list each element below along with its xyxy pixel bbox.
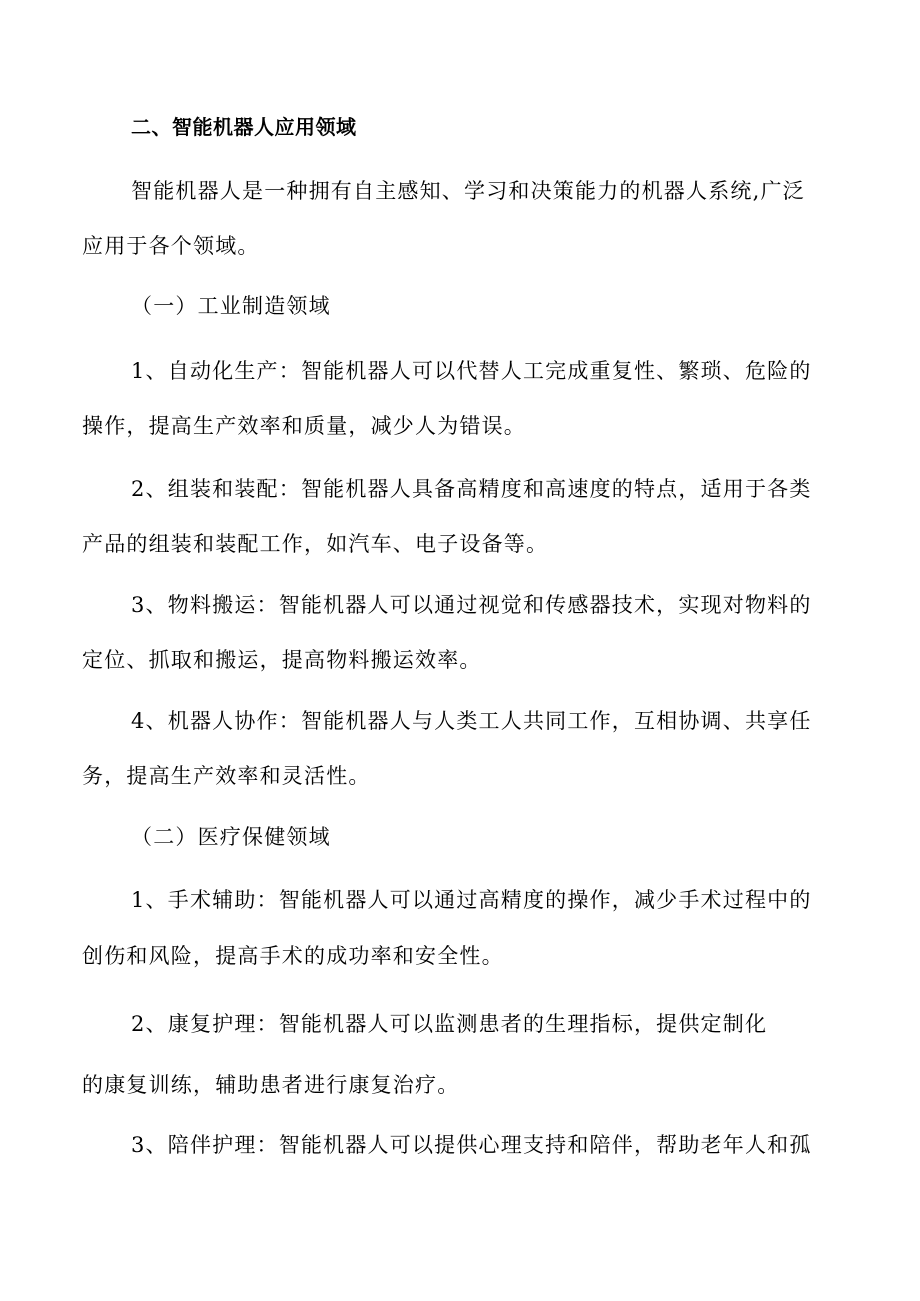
intro-line-1: 智能机器人是一种拥有自主感知、学习和决策能力的机器人系统,广泛 xyxy=(131,179,805,203)
intro-line-2: 应用于各个领域。 xyxy=(82,234,260,258)
medical-item-1-line-2: 创伤和风险，提高手术的成功率和安全性。 xyxy=(82,944,504,968)
medical-item-2-line-2: 的康复训练，辅助患者进行康复治疗。 xyxy=(82,1073,460,1097)
subsection-title-medical: （二）医疗保健领域 xyxy=(131,825,331,849)
industrial-item-2-line-2: 产品的组装和装配工作，如汽车、电子设备等。 xyxy=(82,532,549,556)
industrial-item-4-line-2: 务，提高生产效率和灵活性。 xyxy=(82,764,371,788)
medical-item-1-line-1: 1、手术辅助：智能机器人可以通过高精度的操作，减少手术过程中的 xyxy=(131,888,812,912)
industrial-item-1-line-2: 操作，提高生产效率和质量，减少人为错误。 xyxy=(82,414,526,438)
industrial-item-3-line-1: 3、物料搬运：智能机器人可以通过视觉和传感器技术，实现对物料的 xyxy=(131,593,812,617)
section-heading: 二、智能机器人应用领域 xyxy=(131,115,357,139)
subsection-title-industrial: （一）工业制造领域 xyxy=(131,294,331,318)
industrial-item-2-line-1: 2、组装和装配：智能机器人具备高精度和高速度的特点，适用于各类 xyxy=(131,477,812,501)
medical-item-2-line-1: 2、康复护理：智能机器人可以监测患者的生理指标，提供定制化 xyxy=(131,1012,768,1036)
industrial-item-4-line-1: 4、机器人协作：智能机器人与人类工人共同工作，互相协调、共享任 xyxy=(131,709,812,733)
industrial-item-1-line-1: 1、自动化生产：智能机器人可以代替人工完成重复性、繁琐、危险的 xyxy=(131,359,812,383)
industrial-item-3-line-2: 定位、抓取和搬运，提高物料搬运效率。 xyxy=(82,648,482,672)
medical-item-3-line-1: 3、陪伴护理：智能机器人可以提供心理支持和陪伴，帮助老年人和孤 xyxy=(131,1133,812,1157)
